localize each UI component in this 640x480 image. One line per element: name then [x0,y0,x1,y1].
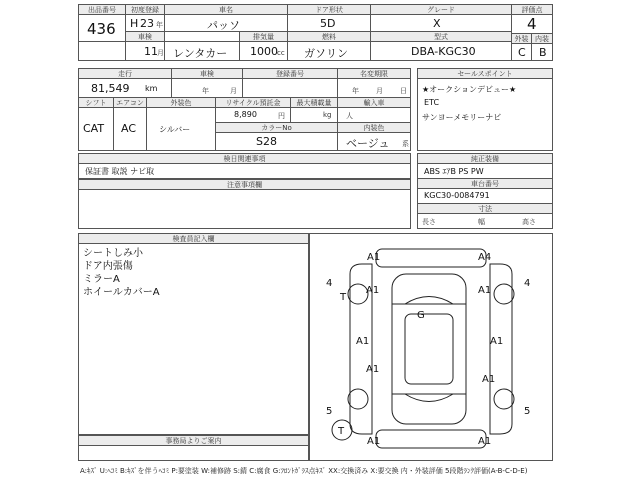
right-rear-wheel [494,389,514,409]
inspector-cell [78,243,309,435]
mark-right-bracket: 4 [524,278,531,289]
year-unit: 年 [156,21,163,29]
mark-front-a1: A1 [367,252,381,263]
door-header: ドア形状 [287,4,371,15]
shift: CAT [83,122,105,135]
usage-cell [164,41,240,61]
aircon-header: エアコン [113,97,147,108]
int-color-cell [337,132,411,151]
interior-color: ベージュ [346,137,390,150]
chassis-header: 車台番号 [417,178,553,189]
fuel-cell [287,41,371,61]
mark-right-door: A1 [490,336,504,347]
model-header: 型式 [370,31,512,42]
first-reg-header: 初度登録 [125,4,165,15]
import-header: 輸入車 [337,97,411,108]
mileage-cell [78,78,172,98]
lot-no: 436 [87,20,116,38]
mark-rear-a1-left: A1 [367,436,381,447]
aircon: AC [121,122,137,135]
mileage: 81,549 [91,82,130,95]
documents-cell [78,163,411,179]
reg-year: 23 [140,17,154,30]
recycle-cell [215,107,291,123]
grade-header: グレード [370,4,512,15]
equipment: ABS ｴｱB PS PW [424,167,484,176]
displacement-cell [239,41,288,61]
equipment-cell [417,163,553,179]
int-grade-cell [531,43,553,61]
door-shape: 5D [320,17,336,30]
usage: レンタカー [173,47,228,60]
notes-cell [78,189,411,229]
aircon-cell [113,107,147,151]
displacement: 1000 [250,45,278,58]
inspection-month: 11 [144,45,158,58]
score-header: 評価点 [511,4,553,15]
width-label: 幅 [478,218,485,226]
ext-color-header: 外装色 [146,97,216,108]
car-name-header: 車名 [164,4,288,15]
recycle-header: リサイクル預託金 [215,97,291,108]
exterior-grade: C [518,46,526,59]
interior-suffix: 系 [402,140,409,148]
front-bumper-outline [376,249,486,267]
month-unit: 月 [157,49,164,57]
legend: A:ｷｽﾞ U:ﾍｺﾐ B:ｷｽﾞを伴うﾍｺﾐ P:要塗装 W:補修跡 S:錆 C:腐食 G:ﾌﾛﾝﾄｶﾞﾗｽ点ｷｽﾞ XX:交換済み X:要交換 内・外装評価 5段階ﾗﾝｸ評価(A-B-C-D-E) [80,467,528,475]
score: 4 [527,15,537,33]
mark-rear-t: T [338,426,345,437]
remarks-cell [78,445,309,461]
equipment-header: 純正装備 [417,153,553,164]
import-cell [337,107,411,123]
insp-year-unit: 年 [202,87,209,95]
lot-no-header: 出品番号 [78,4,126,15]
chassis-cell [417,188,553,204]
sales-point-2: ETC [424,98,440,107]
nc-day-unit: 日 [400,87,407,95]
lot-no-cell [78,14,126,42]
car-name: パッソ [207,19,240,32]
mark-rear-a1-right: A1 [478,436,492,447]
right-front-wheel [494,284,514,304]
mark-right-rear-door: A1 [482,374,496,385]
shift-header: シフト [78,97,114,108]
person-unit: 人 [346,112,353,120]
inspection-header: 車検 [125,31,165,42]
mark-roof-g: G [417,310,425,321]
height-label: 高さ [522,218,536,226]
mark-left-rear-door: A1 [366,364,380,375]
inspector-line-2: ドア内張傷 [83,261,133,272]
exterior-color: シルバー [159,125,191,134]
model-cell [370,41,512,61]
int-color-header: 内装色 [337,122,411,133]
reg-no-header: 登録番号 [242,68,338,79]
int-grade-header: 内装 [531,33,553,44]
door-cell [287,14,371,32]
name-change-header: 名変期限 [337,68,411,79]
era: H [130,17,139,30]
max-load-header: 最大積載量 [290,97,338,108]
nc-month-unit: 月 [376,87,383,95]
displacement-header: 排気量 [239,31,288,42]
recycle-unit: 円 [278,112,285,120]
mark-right-fender: A1 [478,285,492,296]
chassis-number: KGC30-0084791 [424,191,490,200]
sales-points-header: セールスポイント [417,68,553,79]
sales-point-3: サンヨーメモリーナビ [422,113,502,122]
car-axle-lines [392,304,466,394]
fuel: ガソリン [304,47,348,60]
name-change-cell [337,78,411,98]
lot-no-lower [78,41,126,61]
inspector-line-1: シートしみ小 [83,248,143,259]
length-label: 長さ [422,218,436,226]
sales-point-1: ★オークションデビュー★ [422,85,517,94]
color-no-header: カラーNo [215,122,338,133]
damage-diagram [309,233,553,461]
car-glass-lines [405,297,453,402]
vehicle-insp-cell [171,78,243,98]
car-name-cell [164,14,288,32]
shift-cell [78,107,114,151]
fuel-header: 燃料 [287,31,371,42]
inspector-line-3: ミラーA [83,274,120,285]
reg-no-cell [242,78,338,98]
documents: 保証書 取説 ナビ取 [85,167,155,176]
dimensions-header: 寸法 [417,203,553,214]
grade-cell [370,14,512,32]
model-code: DBA-KGC30 [411,45,476,58]
mark-hood-t: T [340,292,347,303]
displacement-unit: cc [277,49,285,57]
vehicle-insp-header: 車検 [171,68,243,79]
load-unit: kg [323,111,332,119]
dimensions-cell [417,213,553,229]
left-rear-wheel [348,389,368,409]
mark-front-a4: A4 [478,252,492,263]
mark-rear-right-bracket: 5 [524,406,531,417]
documents-header: 検日関連事項 [78,153,411,164]
color-no-cell [215,132,338,151]
rear-bumper-outline [376,430,486,448]
score-cell [511,14,553,34]
ext-color-cell [146,107,216,151]
nc-year-unit: 年 [352,87,359,95]
max-load-cell [290,107,338,123]
insp-month-unit: 月 [230,87,237,95]
mark-left-door: A1 [356,336,370,347]
inspector-line-4: ホイールカバーA [83,287,160,298]
grade: X [433,17,441,30]
interior-grade: B [539,46,547,59]
first-reg-cell [125,14,165,32]
mileage-unit: km [145,84,158,93]
mark-left-fender: A1 [366,285,380,296]
color-code: S28 [256,135,277,148]
remarks-header: 事務局よりご案内 [78,435,309,446]
recycle: 8,890 [234,110,257,119]
notes-header: 注意事項欄 [78,179,411,190]
mileage-header: 走行 [78,68,172,79]
car-outline-svg [310,234,552,460]
ext-grade-cell [511,43,532,61]
roof-outline [405,314,453,384]
mark-rear-left-bracket: 5 [326,406,333,417]
left-front-wheel [348,284,368,304]
mark-left-bracket: 4 [326,278,333,289]
inspection-cell [125,41,165,61]
inspector-header: 検査員記入欄 [78,233,309,244]
sales-points-cell [417,78,553,151]
ext-grade-header: 外装 [511,33,532,44]
